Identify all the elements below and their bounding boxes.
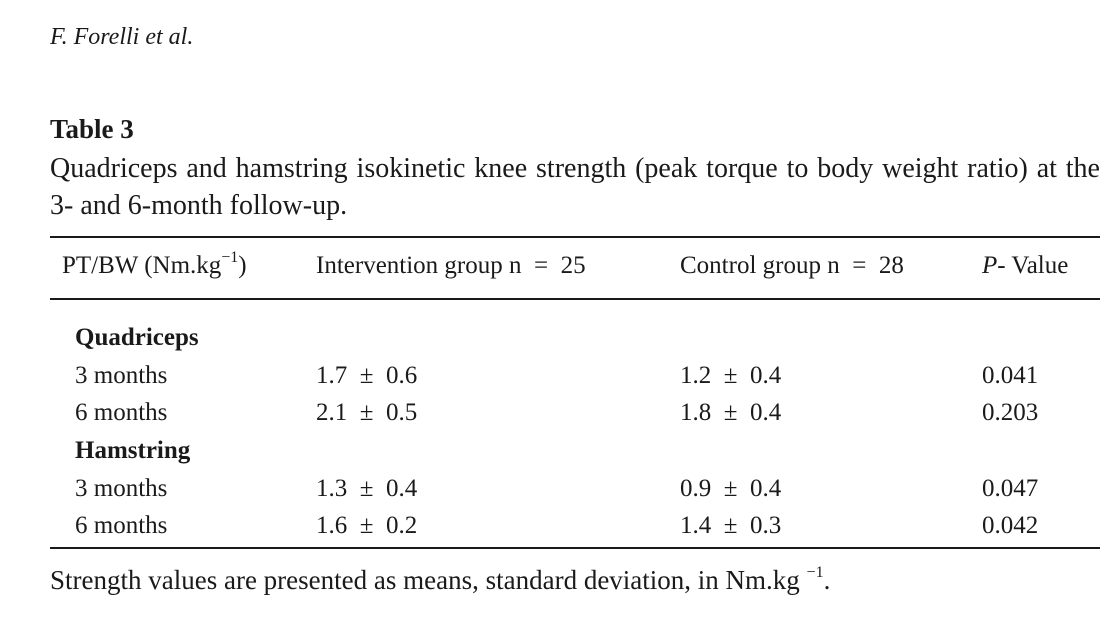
row-intervention: 2.1 ± 0.5 (316, 399, 418, 426)
footnote-base: Strength values are presented as means, standard deviation, in Nm.kg (50, 565, 807, 595)
table-caption: Quadriceps and hamstring isokinetic knee strength (peak torque to body weight ratio) at the 3- and 6-month follow-up. (50, 153, 1100, 221)
header-p-rest: - Value (997, 252, 1069, 279)
row-intervention: 1.7 ± 0.6 (316, 362, 418, 389)
section-hamstring: Hamstring (75, 437, 191, 464)
row-control: 1.8 ± 0.4 (680, 399, 782, 426)
running-head: F. Forelli et al. (50, 24, 194, 50)
row-p-value: 0.042 (982, 512, 1039, 539)
table-header-rule (50, 298, 1100, 300)
row-label: 3 months (75, 475, 168, 502)
table-label: Table 3 (50, 114, 134, 144)
header-intervention: Intervention group n = 25 (316, 252, 586, 279)
row-intervention: 1.6 ± 0.2 (316, 512, 418, 539)
table-top-rule (50, 236, 1100, 238)
footnote-sup: −1 (806, 564, 824, 581)
row-p-value: 0.047 (982, 475, 1039, 502)
row-p-value: 0.203 (982, 399, 1039, 426)
row-p-value: 0.041 (982, 362, 1039, 389)
row-intervention: 1.3 ± 0.4 (316, 475, 418, 502)
header-pt-bw (62, 248, 247, 281)
row-label: 3 months (75, 362, 168, 389)
row-control: 1.4 ± 0.3 (680, 512, 782, 539)
header-p-value (982, 251, 1068, 281)
row-control: 0.9 ± 0.4 (680, 475, 782, 502)
header-pt-bw-base: PT/BW (Nm.kg (62, 252, 222, 279)
section-quadriceps: Quadriceps (75, 324, 199, 351)
footnote-end: . (823, 565, 831, 595)
row-label: 6 months (75, 512, 168, 539)
header-pt-bw-close: ) (238, 252, 247, 279)
row-label: 6 months (75, 399, 168, 426)
table-bottom-rule (50, 547, 1100, 549)
row-control: 1.2 ± 0.4 (680, 362, 782, 389)
table-footnote (50, 563, 830, 597)
header-p-italic: P (982, 252, 998, 279)
header-pt-bw-sup: −1 (221, 248, 239, 266)
header-control: Control group n = 28 (680, 252, 904, 279)
